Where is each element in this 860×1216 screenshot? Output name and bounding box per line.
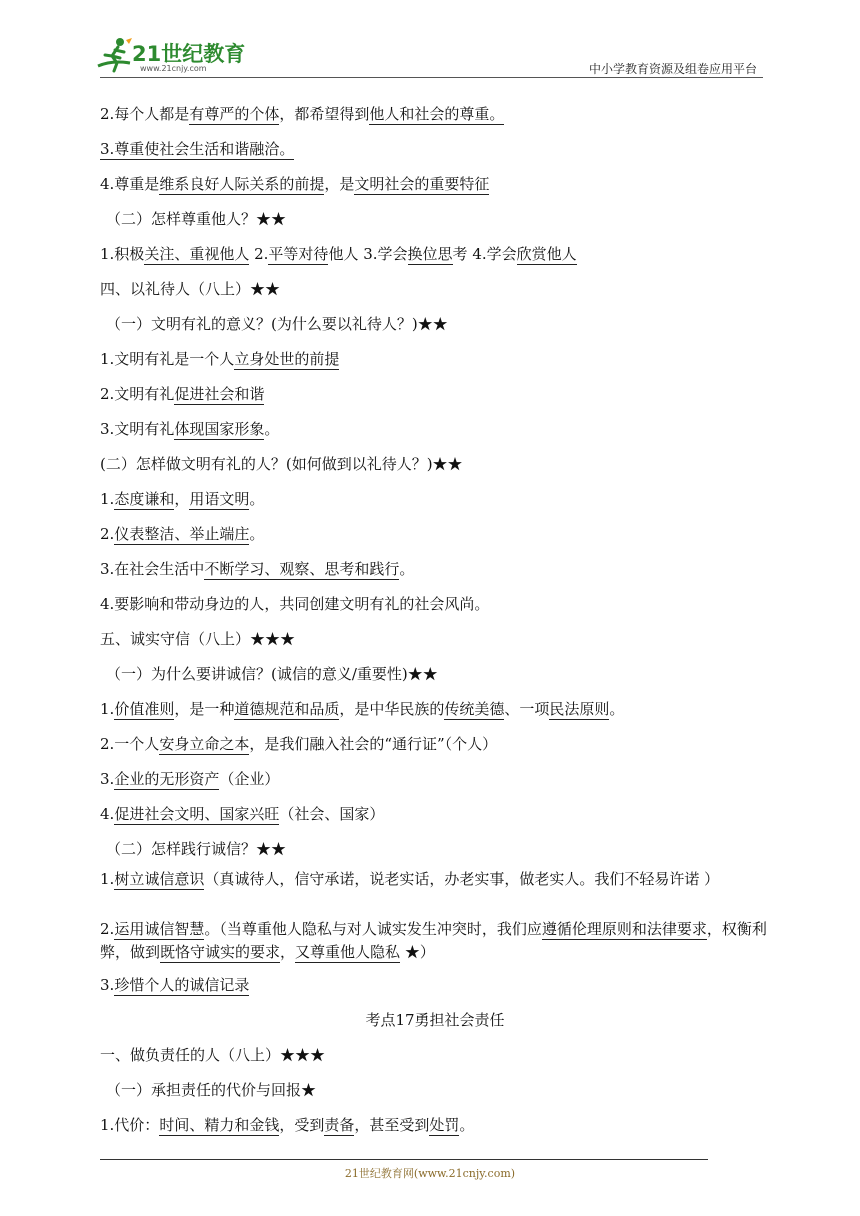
underlined-keyword: 立身处世的前提 <box>234 350 340 368</box>
underlined-keyword: 民法原则 <box>549 700 610 718</box>
text-line <box>100 1038 770 1073</box>
underlined-keyword: 运用诚信智慧 <box>114 920 205 938</box>
platform-caption: 中小学教育资源及组卷应用平台 <box>588 62 757 76</box>
underlined-keyword: 既恪守诚实的要求 <box>160 943 281 961</box>
text-line <box>100 868 770 914</box>
underlined-keyword: 用语文明 <box>189 490 250 508</box>
text-line <box>100 1073 770 1108</box>
text-segment: 2.文明有礼 <box>100 385 175 403</box>
underlined-keyword: 态度谦和 <box>114 490 175 508</box>
text-line <box>100 237 770 272</box>
text-segment: （一）为什么要讲诚信？(诚信的意义/重要性)★★ <box>106 665 438 683</box>
text-segment: 4. <box>100 805 115 823</box>
underlined-keyword: 遵循伦理原则和法律要求 <box>541 920 707 938</box>
text-segment: （企业） <box>219 770 280 788</box>
text-segment: ，是 <box>324 175 355 193</box>
text-segment: 3.在社会生活中 <box>100 560 205 578</box>
text-segment: 3. <box>100 770 115 788</box>
underlined-keyword: 安身立命之本 <box>159 735 250 753</box>
text-line <box>100 657 770 692</box>
text-segment: 4.尊重是 <box>100 175 160 193</box>
text-segment: ，是中华民族的 <box>339 700 445 718</box>
text-segment: ，是一种 <box>174 700 235 718</box>
underlined-keyword: 处罚 <box>429 1116 460 1134</box>
text-segment: 2.每个人都是 <box>100 105 190 123</box>
underlined-keyword: 他人和社会的尊重。 <box>369 105 505 123</box>
text-segment: （一）承担责任的代价与回报★ <box>106 1081 317 1099</box>
text-segment: 3. <box>100 976 115 994</box>
underlined-keyword: 有尊严的个体 <box>189 105 280 123</box>
text-segment: 2. <box>100 920 115 938</box>
text-segment: ★） <box>400 943 435 961</box>
text-segment: 。 <box>459 1116 475 1134</box>
underlined-keyword: 维系良好人际关系的前提 <box>159 175 325 193</box>
text-segment: 他人 3.学会 <box>328 245 408 263</box>
header-divider <box>100 77 763 78</box>
text-segment: 。（当尊重他人隐私与对人诚实发生冲突时，我们应 <box>204 920 542 938</box>
text-segment: 考 4.学会 <box>452 245 517 263</box>
footer-caption: 21世纪教育网(www.21cnjy.com) <box>344 1167 516 1180</box>
text-line <box>100 307 770 342</box>
text-line <box>100 377 770 412</box>
text-segment: 五、诚实守信（八上）★★★ <box>100 630 296 648</box>
page-header <box>0 0 860 80</box>
underlined-keyword: 珍惜个人的诚信记录 <box>114 976 250 994</box>
text-line <box>100 968 770 1003</box>
underlined-keyword: 又尊重他人隐私 <box>295 943 401 961</box>
text-segment: ， <box>280 943 296 961</box>
text-segment: ，受到 <box>279 1116 325 1134</box>
underlined-keyword: 责备 <box>324 1116 355 1134</box>
text-segment: 考点17勇担社会责任 <box>365 1011 505 1029</box>
text-segment: 1.积极 <box>100 245 145 263</box>
text-line <box>100 412 770 447</box>
underlined-keyword: 促进社会和谐 <box>174 385 265 403</box>
underlined-keyword: 企业的无形资产 <box>114 770 220 788</box>
text-segment: 1.代价： <box>100 1116 160 1134</box>
underlined-keyword: 树立诚信意识 <box>114 870 205 888</box>
text-segment: （社会、国家） <box>279 805 385 823</box>
text-line <box>100 832 770 867</box>
underlined-keyword: 换位思 <box>407 245 453 263</box>
text-line <box>100 272 770 307</box>
underlined-keyword: 传统美德 <box>444 700 505 718</box>
text-segment: ，权衡利弊，做到 <box>100 920 767 961</box>
text-line <box>100 1108 770 1143</box>
text-segment: 。 <box>249 490 265 508</box>
underlined-keyword: 关注、重视他人 <box>144 245 250 263</box>
logo-text: 21世纪教育 <box>132 42 246 66</box>
logo-url: www.21cnjy.com <box>140 64 207 73</box>
text-line <box>100 552 770 587</box>
text-segment: 一、做负责任的人（八上）★★★ <box>100 1046 326 1064</box>
document-body <box>100 97 770 1143</box>
text-segment: 1. <box>100 490 115 508</box>
text-line <box>100 762 770 797</box>
runner-logo-icon <box>96 36 136 76</box>
text-segment: 2. <box>249 245 269 263</box>
text-segment: 。 <box>399 560 415 578</box>
text-segment: 四、以礼待人（八上）★★ <box>100 280 281 298</box>
text-segment: 3.文明有礼 <box>100 420 175 438</box>
text-line <box>100 482 770 517</box>
text-line <box>100 587 770 622</box>
text-line <box>100 202 770 237</box>
text-line <box>100 622 770 657</box>
text-segment: （一）文明有礼的意义？(为什么要以礼待人？)★★ <box>106 315 448 333</box>
text-segment: ，是我们融入社会的“通行证”（个人） <box>249 735 498 753</box>
text-line <box>100 447 770 482</box>
text-line <box>100 1003 770 1038</box>
text-segment: 1. <box>100 870 115 888</box>
underlined-keyword: 道德规范和品质 <box>234 700 340 718</box>
text-line <box>100 918 770 964</box>
footer-divider <box>100 1159 708 1160</box>
underlined-keyword: 仪表整洁、举止端庄 <box>114 525 250 543</box>
text-segment: ，都希望得到 <box>279 105 370 123</box>
underlined-keyword: 体现国家形象 <box>174 420 265 438</box>
text-segment: （二）怎样践行诚信？★★ <box>106 840 287 858</box>
text-segment: 、一项 <box>504 700 550 718</box>
text-segment: 2.一个人 <box>100 735 160 753</box>
underlined-keyword: 3.尊重使社会生活和谐融洽。 <box>100 140 295 158</box>
text-segment: （真诚待人，信守承诺，说老实话，办老实事，做老实人。我们不轻易许诺 ） <box>204 870 720 888</box>
text-segment: 1. <box>100 700 115 718</box>
underlined-keyword: 促进社会文明、国家兴旺 <box>114 805 280 823</box>
text-segment: 。 <box>249 525 265 543</box>
text-segment: （二）怎样尊重他人？★★ <box>106 210 287 228</box>
text-segment: 2. <box>100 525 115 543</box>
text-segment: 4.要影响和带动身边的人，共同创建文明有礼的社会风尚。 <box>100 595 490 613</box>
text-segment: ，甚至受到 <box>354 1116 430 1134</box>
text-line <box>100 167 770 202</box>
underlined-keyword: 时间、精力和金钱 <box>159 1116 280 1134</box>
brand-logo <box>96 36 266 78</box>
text-segment: 。 <box>264 420 280 438</box>
underlined-keyword: 文明社会的重要特征 <box>354 175 490 193</box>
underlined-keyword: 欣赏他人 <box>516 245 577 263</box>
text-line <box>100 517 770 552</box>
text-segment: (二）怎样做文明有礼的人？(如何做到以礼待人？)★★ <box>100 455 463 473</box>
underlined-keyword: 价值准则 <box>114 700 175 718</box>
text-line <box>100 727 770 762</box>
underlined-keyword: 不断学习、观察、思考和践行 <box>204 560 400 578</box>
text-segment: ， <box>174 490 190 508</box>
text-segment: 1.文明有礼是一个人 <box>100 350 235 368</box>
text-line <box>100 132 770 167</box>
text-line <box>100 342 770 377</box>
underlined-keyword: 平等对待 <box>268 245 329 263</box>
text-segment: 。 <box>609 700 625 718</box>
text-line <box>100 692 770 727</box>
text-line <box>100 97 770 132</box>
text-line <box>100 797 770 832</box>
